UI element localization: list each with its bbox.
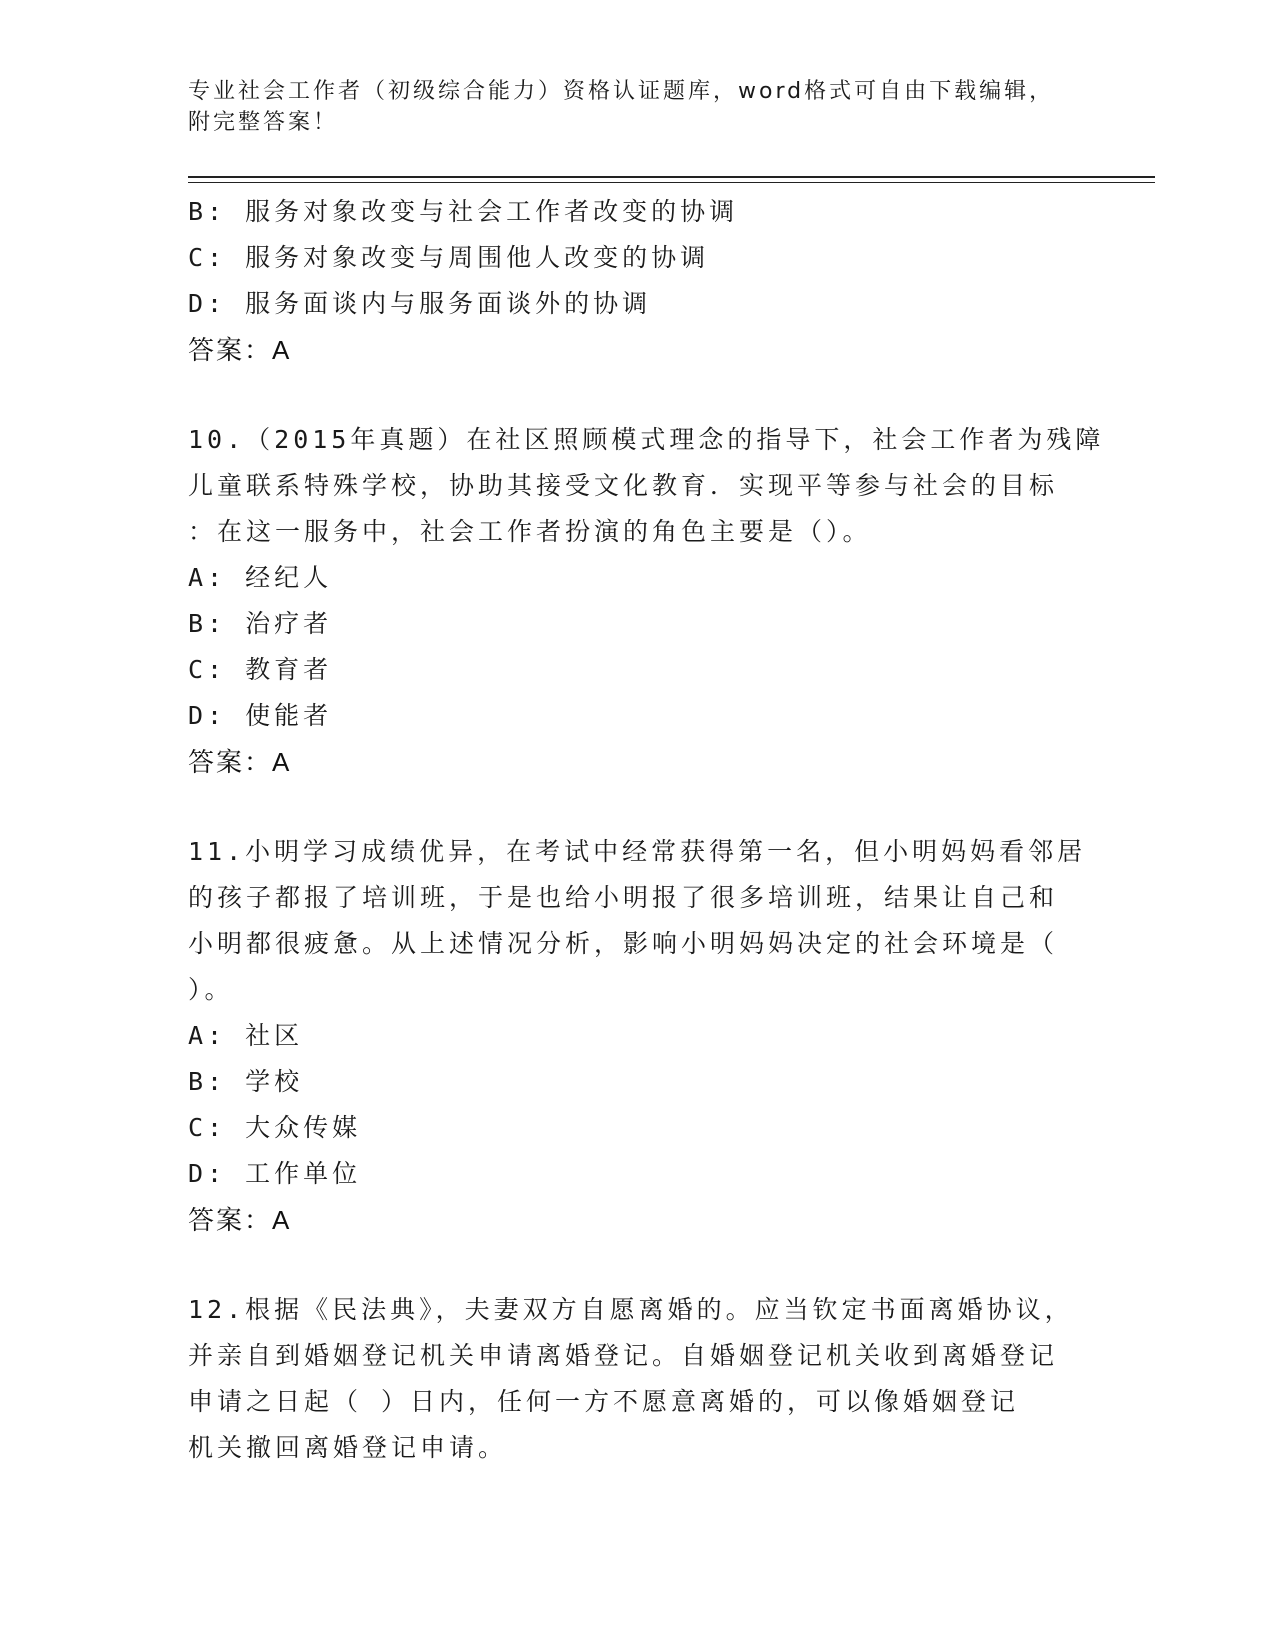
header-rule-thick [188,176,1155,178]
option-a: A: 社区 [188,1021,304,1050]
question-stem [188,417,1105,555]
option-d: D: 使能者 [188,701,333,730]
answer-label: 答案：A [188,747,292,777]
question-content [188,189,1105,1471]
option-c: C: 服务对象改变与周围他人改变的协调 [188,243,710,272]
spacer [188,1243,1088,1287]
stem-line: 儿童联系特殊学校，协助其接受文化教育．实现平等参与社会的目标 [188,471,1059,500]
answer-label: 答案：A [188,335,292,365]
option-d: D: 工作单位 [188,1159,362,1188]
header-rule-thin [188,182,1155,183]
option-a: A: 经纪人 [188,563,333,592]
stem-line: 12.根据《民法典》，夫妻双方自愿离婚的。应当钦定书面离婚协议， [188,1295,1074,1324]
question-10 [188,417,1105,785]
stem-line: 11.小明学习成绩优异，在考试中经常获得第一名，但小明妈妈看邻居 [188,837,1087,866]
stem-line: 小明都很疲惫。从上述情况分析，影响小明妈妈决定的社会环境是（ [188,929,1059,958]
stem-line: 的孩子都报了培训班，于是也给小明报了很多培训班，结果让自己和 [188,883,1059,912]
document-header: 专业社会工作者（初级综合能力）资格认证题库，word格式可自由下载编辑，附完整答案！ [188,79,1055,135]
question-stem [188,829,1088,1013]
question-stem [188,1287,1088,1471]
option-b: B: 治疗者 [188,609,333,638]
answer-label: 答案：A [188,1205,292,1235]
option-b: B: 学校 [188,1067,304,1096]
stem-line: 机关撤回离婚登记申请。 [188,1433,508,1462]
spacer [188,373,1088,417]
option-d: D: 服务面谈内与服务面谈外的协调 [188,289,652,318]
option-c: C: 教育者 [188,655,333,684]
stem-line: 并亲自到婚姻登记机关申请离婚登记。自婚姻登记机关收到离婚登记 [188,1341,1059,1370]
spacer [188,785,1088,829]
option-b: B: 服务对象改变与社会工作者改变的协调 [188,197,739,226]
question-12 [188,1287,1088,1471]
stem-line: 申请之日起（ ）日内，任何一方不愿意离婚的，可以像婚姻登记 [188,1387,1020,1416]
stem-line: ：在这一服务中，社会工作者扮演的角色主要是（）。 [188,517,872,546]
question-11 [188,829,1088,1243]
question-9-tail [188,189,1088,373]
stem-line: ）。 [188,975,234,1004]
option-c: C: 大众传媒 [188,1113,362,1142]
stem-line: 10.（2015年真题）在社区照顾模式理念的指导下，社会工作者为残障 [188,425,1105,454]
